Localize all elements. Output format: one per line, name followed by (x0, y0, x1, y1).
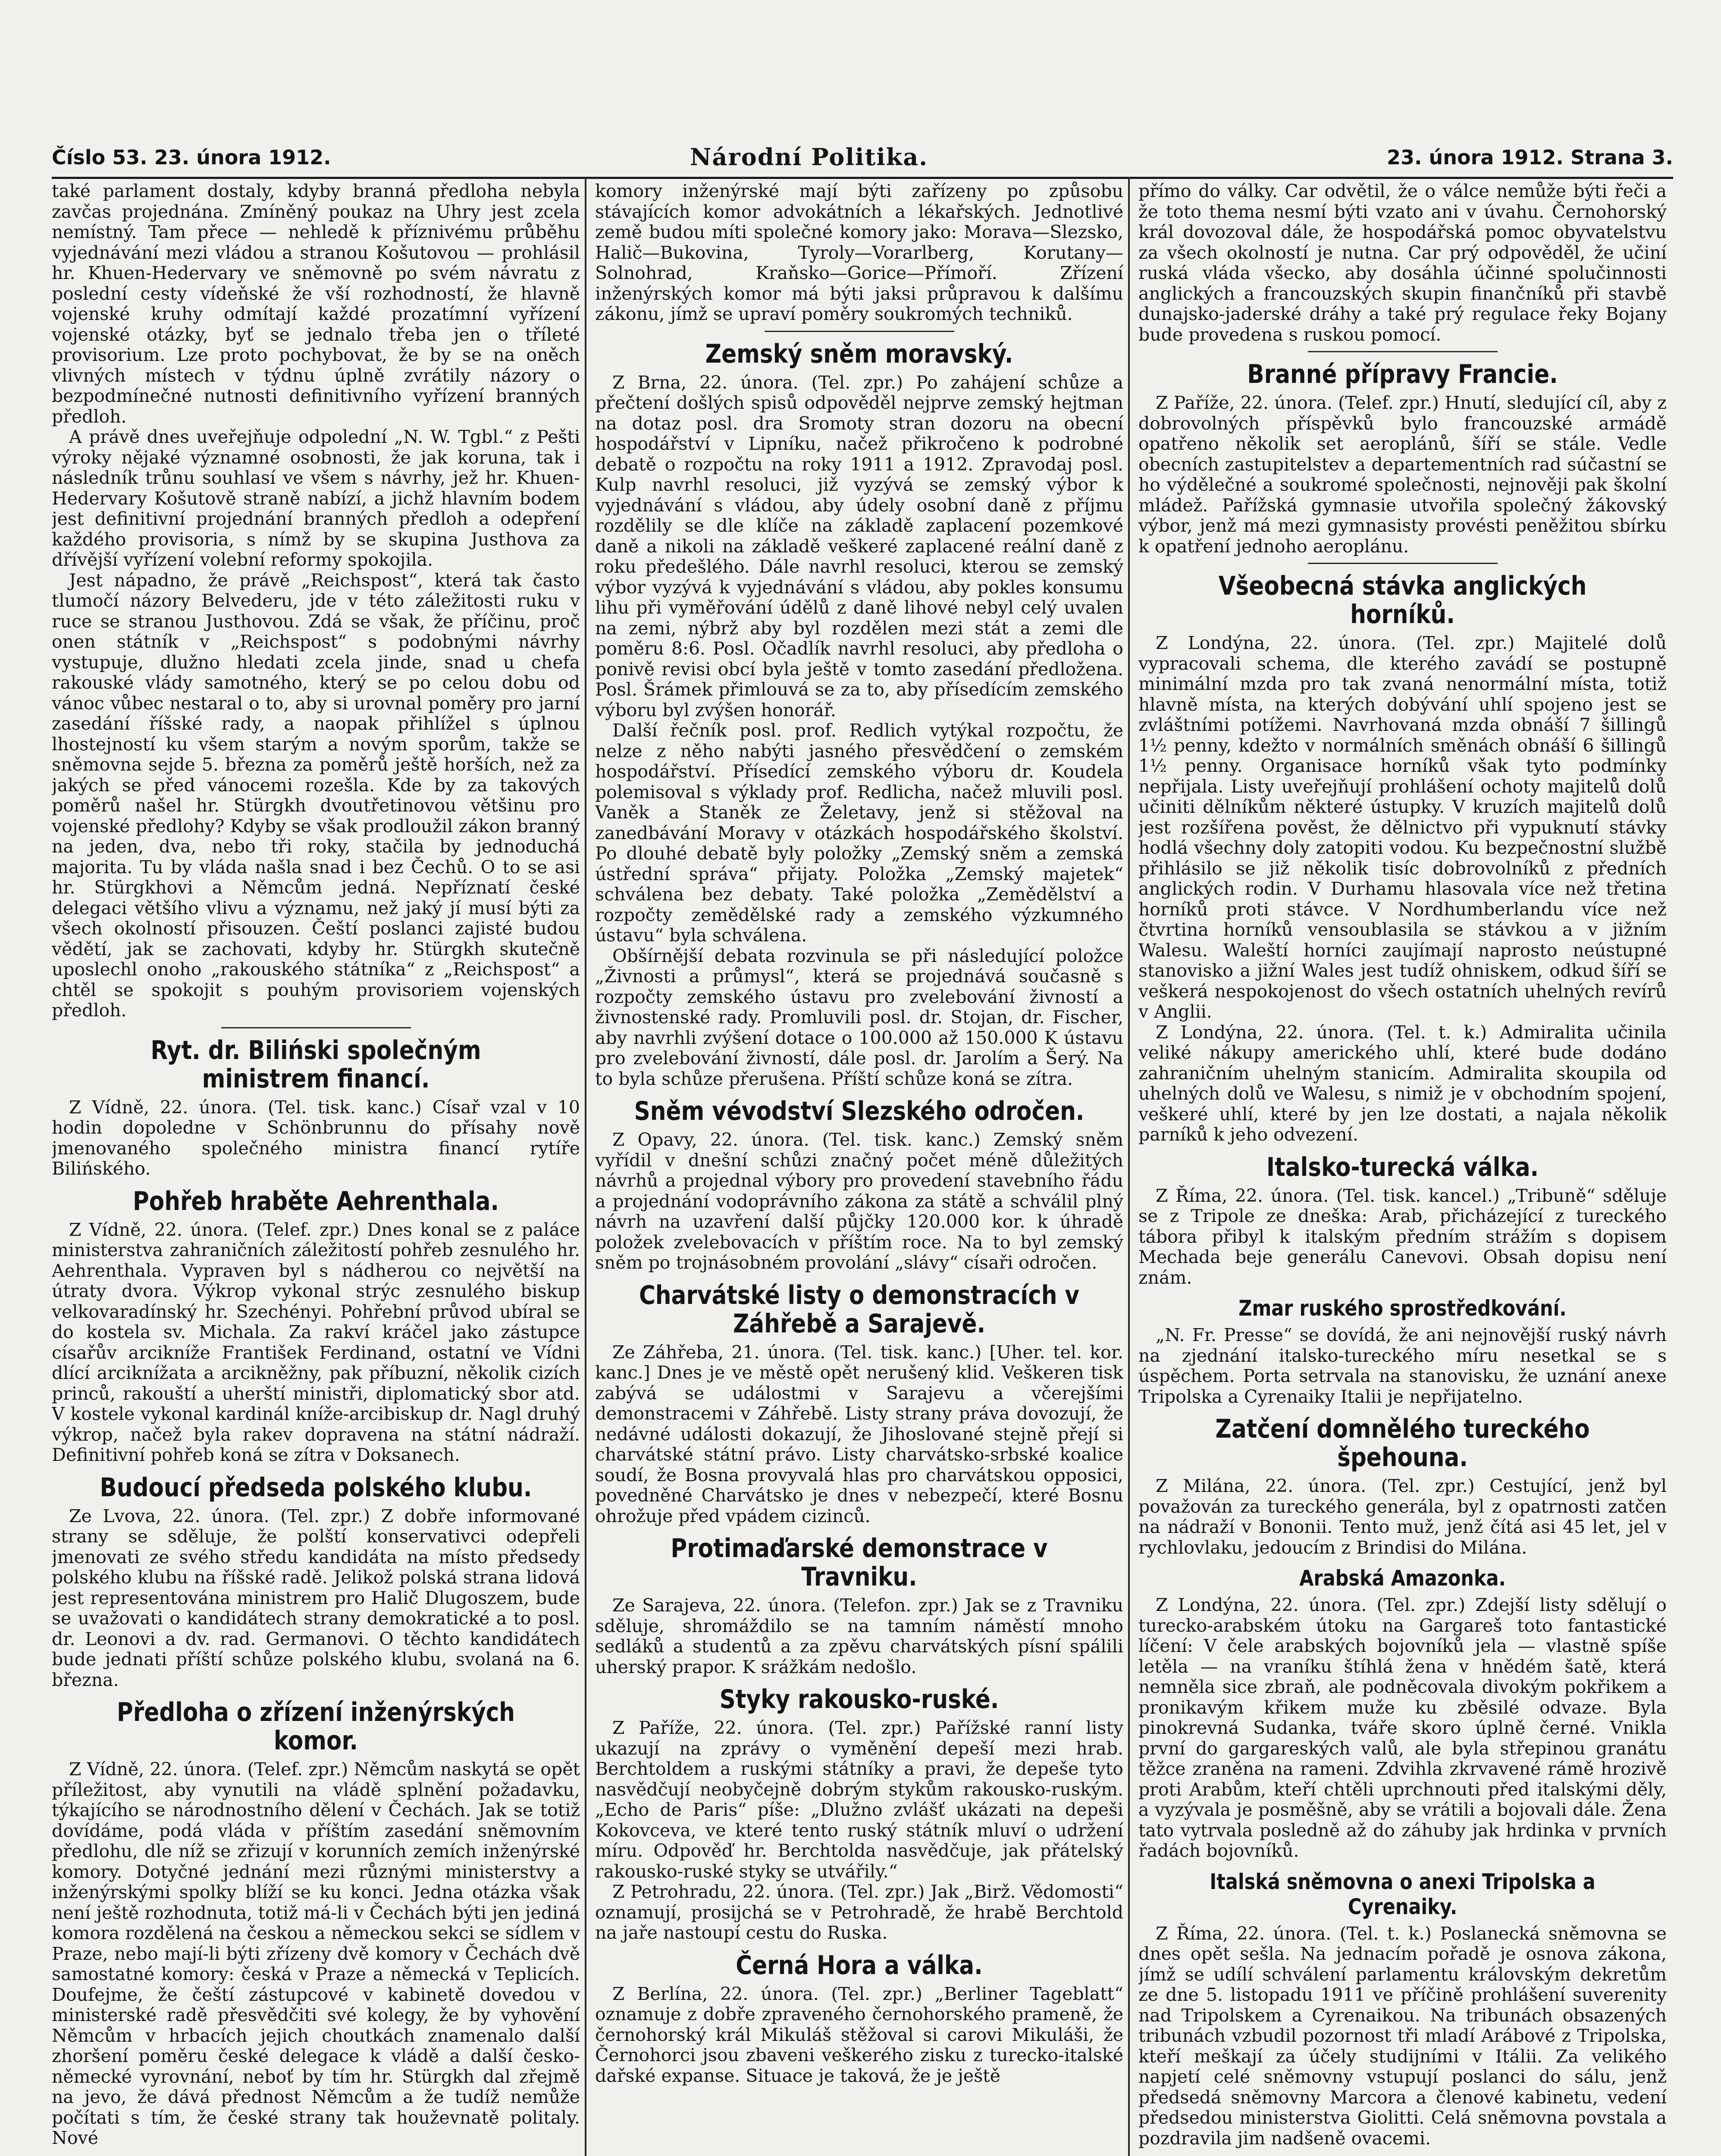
article-text: Ze Lvova, 22. února. (Tel. zpr.) Z dobře informované strany se sděluje, že polští konservativci odepřeli jmenovati ze svého středu kandidáta na místo předsedy polského klubu na říšské radě. Jelikož polská strana lidová jest representována ministrem pro Halič Dlugoszem, bude se uvažovati o kandidátech strany demokratické a to posl. dr. Leonovi a dv. rad. Germanovi. O těchto kandidátech bude jednati příští schůze polského klubu, svolaná na 6. března. (52, 1505, 580, 1690)
article-text: Z Paříže, 22. února. (Telef. zpr.) Hnutí, sledující cíl, aby z dobrovolných příspěvků bylo francouzské armádě opatřeno několik set aeroplánů, šíří se stále. Vedle obecních zastupitelstev a departementních rad súčastní se ho výdělečné a soukromé společnosti, nejnověji pak školní mládež. Pařížská gymnasie utvořila společný žákovský výbor, jenž má mezi gymnasisty provésti peněžitou sbírku k opatření jednoho aeroplánu. (1138, 392, 1667, 557)
article-headline: Pohřeb hraběte Aehrenthala. (132, 1186, 499, 1216)
column-3 (1138, 181, 1667, 2156)
article-text: Z Londýna, 22. února. (Tel. zpr.) Majitelé dolů vypracovali schema, dle kterého zavádí se postupně minimální mzda pro tak zvaná nenormální místa, totiž hlavně místa, na kterých dobývání uhlí spojeno jest se zvláštními potížemi. Navrhovaná mzda obnáší 7 šillingů 1½ penny, kdežto v normálních směnách obnáší 6 šillingů 1½ penny. Organisace horníků však tyto podmínky nepřijala. Listy uveřejňují prohlášení ochoty majitelů dolů učiniti dělníkům některé ústupky. V kruzích majitelů dolů jest rozšířena pověst, že dělnictvo při vypuknutí stávky hodlá všechny doly zatopiti vodou. Ku bezpečnostní službě přihlásilo se již několik tisíc dobrovolníků z předních anglických rodin. V Durhamu hlasovala více než třetina horníků proti stávce. V Nordhumberlandu více než čtvrtina horníků vensoublasila se stávkou a v jižním Walesu. Waleští horníci zaujímají naprosto neústupné stanovisko a jižní Wales jest tudíž ohniskem, odkud šíří se veškerá nespokojenost do všech ostatních uhelných revírů v Anglii. (1138, 633, 1667, 1022)
article-text: Z Berlína, 22. února. (Tel. zpr.) „Berliner Tageblatt“ oznamuje z dobře zpraveného černohorského prameně, že černohorský král Mikuláš stěžoval si carovi Mikuláši, že Černohorci jsou zbaveni veškerého zisku z turecko-italské dařské expanse. Situace je taková, že je ještě (595, 1983, 1123, 2086)
article-text: Z Vídně, 22. února. (Telef. zpr.) Němcům naskytá se opět příležitost, aby vynutili na vládě splnění požadavku, týkajícího se národnostního dělení v Čechách. Jak se totiž dovídáme, podá vláda v příštím zasedání sněmovním předlohu, dle níž se zřizují v korunních zemích inženýrské komory. Dotyčné jednání mezi různými ministerstvy a inženýrskými spolky blíží se ku konci. Jedna otázka však není ještě rozhodnuta, totiž má-li v Čechách býti jen jediná komora rozdělená na českou a německou sekci se sídlem v Praze, nebo mají-li býti zřízeny dvě komory v Čechách dvě samostatné komory: česká v Praze a německá v Teplicích. Doufejme, že čeští zástupcové v kabinetě dovedou v ministerské radě přesvědčiti své kolegy, že by vyhovění Němcům v hrbacích jejich choutkách znamenalo další zhoršení poměru české delegace k vládě a další česko-německé vyrovnání, neboť by tím hr. Stürgkh dal zřejmě na jevo, že dává přednost Němcům a že tudíž nemůže počítati s tím, že české strany tak houževnatě politaly. Nové (52, 1759, 580, 2148)
article-text: Z Petrohradu, 22. února. (Tel. zpr.) Jak „Birž. Vědomosti“ oznamují, prosijchá se v Petrohradě, že hrabě Berchtold na jaře nastoupí cestu do Ruska. (595, 1881, 1123, 1943)
article-text: Z Vídně, 22. února. (Tel. tisk. kanc.) Císař vzal v 10 hodin dopoledne v Schönbrunnu do přísahy nově jmenovaného společného ministra financí rytíře Bilińského. (52, 1097, 580, 1179)
article-text: Z Opavy, 22. února. (Tel. tisk. kanc.) Zemský sněm vyřídil v dnešní schůzi značný počet méně důležitých návrhů a projednal výbory pro provedení stavebního řádu a projednání vodoprávního zákona za státě a schválil plný návrh na uzavření další půjčky 120.000 kor. k úhradě položek zvelebovacích v příštím roce. Na to byl zemský sněm po trojnásobném provolání „slávy“ císaři odročen. (595, 1129, 1123, 1273)
column-divider (1128, 177, 1130, 2156)
article-text: Z Londýna, 22. února. (Tel. t. k.) Admiralita učinila veliké nákupy amerického uhlí, které bude dodáno zahraničním uhelným stanicím. Admiralita skoupila od uhelných dolů ve Walesu, s nimiž je v obchodním spojení, veškeré uhlí, které by jen lze dostati, a najala několik parníků k jeho odvezení. (1138, 1022, 1667, 1145)
article-text: Z Brna, 22. února. (Tel. zpr.) Po zahájení schůze a přečtení došlých spisů odpověděl nejprve zemský hejtman na dotaz posl. dra Sromoty stran dozoru na obecní hospodářství v Lipníku, načež přikročeno k podrobné debatě o rozpočtu na roky 1911 a 1912. Zpravodaj posl. Kulp navrhl resoluci, již vyzývá se zemský výbor k vyjednávání s vládou, aby údely osobní daně z příjmu rozdělily se dle klíče na základě zaplacení pozemkové daně a nikoli na základě veškeré zaplacené reální daně z roku předešlého. Dále navrhl resoluci, kterou se zemský výbor vyzývá k vyjednávání s vládou, aby pokles konsumu lihu při vyměřování údělů z daně lihové nebyl celý uvalen na zemi, nýbrž aby byl rozdělen mezi stát a zemi dle poměru 8:6. Posl. Očadlík navrhl resoluci, aby předloha o ponivě revisi obcí byla ještě v tomto zasedání předložena. Posl. Šrámek přimlouvá se za to, aby přísedícím zemského výboru byl zvýšen honorář. (595, 372, 1123, 721)
date-page-right: 23. února 1912. Strana 3. (1387, 146, 1673, 169)
column-2 (595, 181, 1123, 2156)
article-text: přímo do války. Car odvětil, že o válce nemůže býti řeči a že toto thema nesmí býti vzato ani v úvahu. Černohorský král dovozoval dále, že hospodářská pomoc obyvatelstvu za všech okolností je nutna. Car prý odpověděl, že učiní ruská vláda všecko, aby dosáhla účinné spolučinnosti anglických a francouzských skupin finančníků při stavbě dunajsko-jaderské dráhy a také prý regulace řeky Bojany bude provedena s ruskou pomocí. (1138, 181, 1667, 345)
article-headline: Předloha o zřízení inženýrských komor. (116, 1697, 515, 1756)
article-headline: Styky rakousko-ruské. (719, 1684, 999, 1714)
article-headline: Italsko-turecká válka. (1266, 1152, 1539, 1182)
article-separator (1308, 351, 1498, 352)
article-text: Z Londýna, 22. února. (Tel. zpr.) Zdejší listy sdělují o turecko-arabském útoku na Gargareš toto fantastické líčení: V čele arabských bojovníků jela — vlastně spíše letěla — na vraníku štíhlá žena v hnědém šatě, která nemněla sice zbraň, ale podněcovala divokým pokřikem a pronikavým křikem muže ku zběsilé odvaze. Byla pinokrevná Sudanka, tváře skoro úplně černé. Vnikla první do gargareských valů, ale byla střepinou granátu těžce zraněna na rameni. Zdvihla zkrvavené rámě hrozivě proti Arabům, kteří chtěli uprchnouti před italskými děly, a vyzývala je posměšně, aby se vrátili a bojovali dále. Žena tato vytrvala posledně až do záhuby jak hrdinka v prvních řadách bojovníků. (1138, 1595, 1667, 1861)
article-text: A právě dnes uveřejňuje odpolední „N. W. Tgbl.“ z Pešti výroky nějaké významné osobnosti, že jak koruna, tak i následník trůnu souhlasí ve všem s návrhy, jež hr. Khuen-Hedervary Košutově straně nabízí, a jichž hlavním bodem jest definitivní projednání branných předloh a odepření každého provisoria, s nímž by se skupina Justhova za dřívější vyřízení volební reformy spokojila. (52, 426, 580, 570)
article-text: komory inženýrské mají býti zařízeny po způsobu stávajících komor advokátních a lékařských. Jednotlivé země budou míti společné komory jako: Morava—Slezsko, Halič—Bukovina, Tyroly—Vorarlberg, Korutany—Solnohrad, Kraňsko—Gorice—Přímoří. Zřízení inženýrských komor má býti jaksi průpravou k dalšímu zákonu, jímž se upraví poměry soukromých techniků. (595, 181, 1123, 324)
article-text: Ze Záhřeba, 21. února. (Tel. tisk. kanc.) [Uher. tel. kor. kanc.] Dnes je ve městě opět nerušený klid. Veškeren tisk zabývá se událostmi v Sarajevu a včerejšími demonstracemi v Záhřebě. Listy strany práva dovozují, že nedávné události dokazují, že Jihoslované stejně přejí si charvátské státní právo. Listy charvátsko-srbské koalice soudí, že Bosna provyvalá hlas pro charvátskou opposici, povedněné Charvátsko je dnes v nebezpečí, které Bosnu ohrožuje před vpádem cizinců. (595, 1341, 1123, 1526)
article-headline: Budoucí předseda polského klubu. (100, 1472, 532, 1503)
newspaper-masthead: Národní Politika. (690, 143, 928, 171)
article-headline: Zemský sněm moravský. (705, 338, 1013, 369)
issue-date-left: Číslo 53. 23. února 1912. (52, 146, 331, 169)
article-text: Z Milána, 22. února. (Tel. zpr.) Cestující, jenž byl považován za tureckého generála, byl z opatrnosti zatčen na nádraží v Bononii. Tento muž, jenž čítá asi 45 let, jel v rychlovlaku, jedoucím z Brindisi do Milána. (1138, 1476, 1667, 1558)
article-headline: Černá Hora a válka. (736, 1950, 983, 1981)
article-headline: Protimaďarské demonstrace v Travniku. (671, 1533, 1048, 1592)
article-separator (765, 331, 954, 332)
article-headline: Ryt. dr. Biliński společným ministrem financí. (150, 1035, 481, 1094)
article-separator (221, 1027, 411, 1028)
article-separator (1308, 563, 1498, 564)
article-subheadline: Italská sněmovna o anexi Tripolska a Cyrenaiky. (1210, 1869, 1596, 1919)
article-text: Ze Sarajeva, 22. února. (Telefon. zpr.) Jak se z Travniku sděluje, shromáždilo se na tamním náměstí mnoho sedláků a studentů a za zpěvu charvátských písní spálili uherský prapor. K srážkám nedošlo. (595, 1595, 1123, 1677)
article-headline: Sněm vévodství Slezského odročen. (634, 1096, 1085, 1126)
article-text: „N. Fr. Presse“ se dovídá, že ani nejnovější ruský návrh na zjednání italsko-tureckého míru nesetkal se s úspěchem. Porta setrvala na stanovisku, že uznání anexe Tripolska a Cyrenaiky Italii je nepřijatelno. (1138, 1325, 1667, 1407)
article-headline: Branné přípravy Francie. (1247, 359, 1558, 389)
page-header (52, 142, 1673, 179)
article-headline: Charvátské listy o demonstracích v Záhřebě a Sarajevě. (639, 1280, 1080, 1339)
article-text: Z Říma, 22. února. (Tel. tisk. kancel.) „Tribuně“ sděluje se z Tripole ze dneška: Arab, přicházející z tureckého tábora přibyl k italským předním strážím s dopisem Mechada beje generálu Canevovi. Obsah dopisu není znám. (1138, 1185, 1667, 1288)
article-text: Jest nápadno, že právě „Reichspost“, která tak často tlumočí názory Belvederu, jde v této záležitosti ruku v ruce se stranou Justhovou. Zdá se však, že příčinu, proč onen státník v „Reichspost“ s podobnými návrhy vystupuje, dlužno hledati zcela jinde, snad u chefa rakouské vlády samotného, který se po celou dobu od vánoc vůbec nestaral o to, aby si urovnal poměry pro jarní zasedání říšské rady, a naopak přihlížel s úplnou lhostejností ku všem starým a novým sporům, takže se sněmovna sejde 5. března za poměrů ještě horších, než za jakých se před vánocemi rozešla. Kde by za takových poměrů našel hr. Stürgkh dvoutřetinovou většinu pro vojenské předlohy? Kdyby se však prodloužil zákon branný na jeden, dva, nebo tři roky, stačila by jednoduchá majorita. Tu by vláda našla snad i bez Čechů. O to se asi hr. Stürgkhovi a Němcům jedná. Nepříznatí české delegaci většího vlivu a významu, než jaký jí musí býti za všech okolností přisouzen. Čeští poslanci zajisté budou vědětí, jak se zachovati, kdyby hr. Stürgkh skutečně uposlechl onoho „rakouského státníka“ z „Reichspost“ a chtěl se spokojit s pouhým provisoriem vojenských předloh. (52, 570, 580, 1021)
article-subheadline: Arabská Amazonka. (1299, 1566, 1506, 1591)
article-subheadline: Zmar ruského sprostředkování. (1238, 1296, 1567, 1321)
article-text: Další řečník posl. prof. Redlich vytýkal rozpočtu, že nelze z něho nabýti jasného přesvědčení o zemském hospodářství. Přísedící zemského výboru dr. Koudela polemisoval s výklady prof. Redlicha, načež mluvili posl. Vaněk a Staněk ze Želetavy, jenž si stěžoval na zanedbávání Moravy v otázkách hospodářského školství. Po dlouhé debatě byly položky „Zemský sněm a zemská ústřední správa“ přijaty. Položka „Zemský majetek“ schválena bez debaty. Také položka „Zemědělství a rozpočty zemědělské rady a zemského výzkumného ústavu“ byla schválena. (595, 720, 1123, 946)
column-1 (52, 181, 580, 2156)
article-text: také parlament dostaly, kdyby branná předloha nebyla zavčas projednána. Zmíněný poukaz na Uhry jest zcela nemístný. Tam přece — nehledě k příznivému průběhu vyjednávání mezi vládou a stranou Košutovou — prohlásil hr. Khuen-Hedervary ve sněmovně po svém návratu z poslední cesty vídeňské že vší rozhodností, že hlavně vojenské kruhy odmítají každé prozatímní vyřízení vojenské otázky, byť se jednalo třeba jen o tříleté provisorium. Lze proto pochybovat, že by se na oněch vlivných místech v týdnu úplně zvrátily názory o bezpodmínečné nutnosti definitivního vyřízení branných předloh. (52, 181, 580, 427)
article-text: Z Paříže, 22. února. (Tel. zpr.) Pařížské ranní listy ukazují na zprávy o vyměnění depeší mezi hrab. Berchtoldem a ruskými státníky a pravi, že depeše tyto nasvědčují neobyčejně dobrým stykům rakousko-ruským. „Echo de Paris“ píše: „Dlužno zvlášť ukázati na depeši Kokovceva, ve které tento ruský státník mluví o udržení míru. Odpověď hr. Berchtolda nasvědčuje, jak přátelský rakousko-ruské styky se utvářily.“ (595, 1717, 1123, 1882)
article-headline: Všeobecná stávka anglických horníků. (1218, 571, 1587, 630)
article-text: Obšírnější debata rozvinula se při následující položce „Živnosti a průmysl“, která se projednává současně s rozpočty zemského ústavu pro zvelebování živností a živnostenské rady. Promluvili posl. dr. Stojan, dr. Fischer, aby navrhli zvýšení dotace o 100.000 až 150.000 K ústavu pro zvelebování živností, dále posl. dr. Jarolím a Šerý. Na to byla schůze přerušena. Příští schůze koná se zítra. (595, 945, 1123, 1089)
article-headline: Zatčení domnělého tureckého špehouna. (1215, 1414, 1590, 1473)
column-divider (585, 177, 586, 2156)
article-text: Z Vídně, 22. února. (Telef. zpr.) Dnes konal se z paláce ministerstva zahraničních záležitostí pohřeb zesnulého hr. Aehrenthala. Vypraven byl s nádherou co největší na útraty dvora. Výkrop vykonal strýc zesnulého biskup velkovaradínský hr. Szechényi. Pohřební průvod ubíral se do kostela sv. Michala. Za rakví kráčel jako zástupce císařův arcikníže František Ferdinand, ostatní ve Vídni dlící arciknížata a arcikněžny, pak příbuzní, několik cizích princů, rakouští a uherští ministři, diplomatický sbor atd. V kostele vykonal kardinál kníže-arcibiskup dr. Nagl druhý výkrop, načež byla rakev dopravena na státní nádraží. Definitivní pohřeb koná se zítra v Doksanech. (52, 1219, 580, 1465)
article-text: Z Říma, 22. února. (Tel. t. k.) Poslanecká sněmovna se dnes opět sešla. Na jednacím pořadě je osnova zákona, jímž se udílí schválení parlamentu královským dekretům ze dne 5. listopadu 1911 ve příčině prohlášení suverenity nad Tripolskem a Cyrenaikou. Na tribunách obsazených tribunách vzbudil pozornost tři mladí Arábové z Tripolska, kteří meškají za účely studijními v Itálii. Za velikého napjetí celé sněmovny vstupují poslanci do sálu, jenž předsedá sněmovny Marcora a členové kabinetu, vedení předsedou ministerstva Giolitti. Celá sněmovna povstala a pozdravila jim nadšeně ovacemi. (1138, 1923, 1667, 2149)
